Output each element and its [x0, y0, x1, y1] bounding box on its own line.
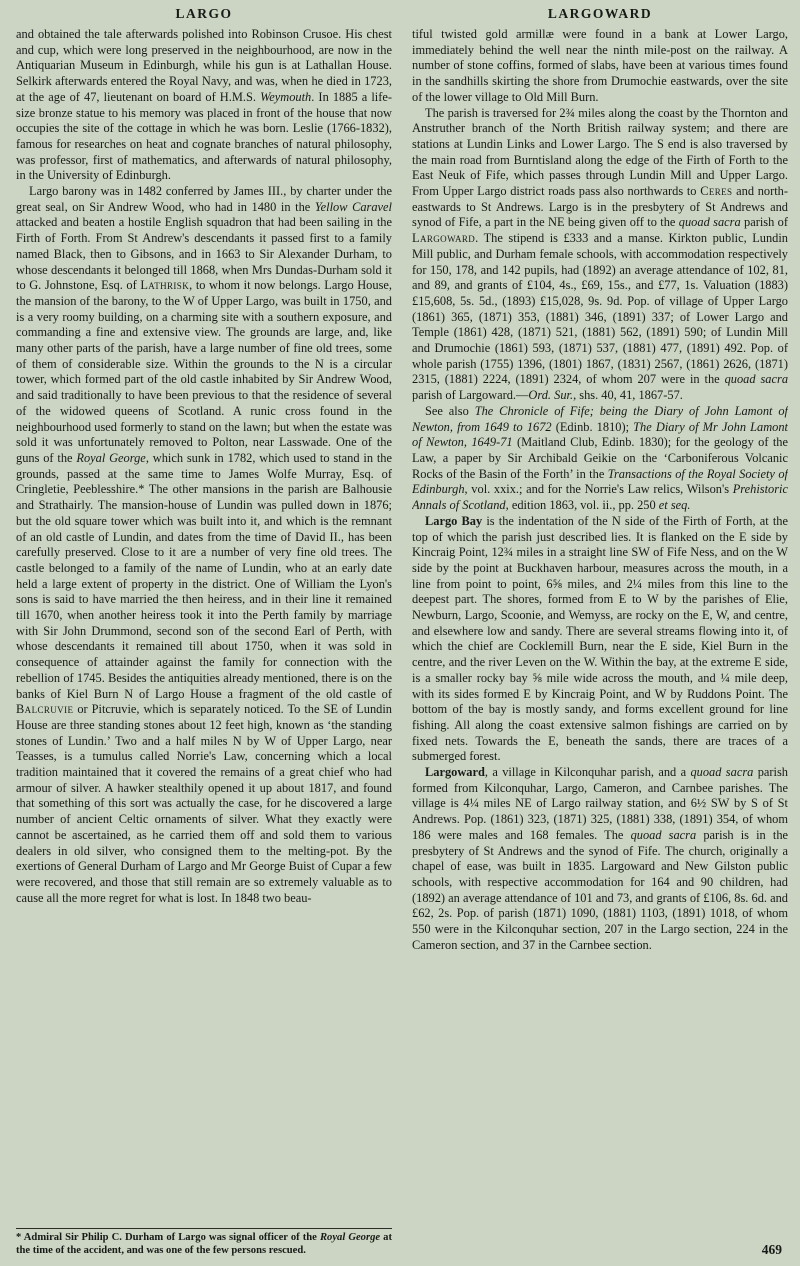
text-run: Largo barony was in 1482 conferred by James III., by charter under the great seal, on Sir Andrew Wood, who had in 1480 in the	[16, 184, 392, 214]
text-run: at the time of the accident, and was one of the few persons rescued.	[16, 1232, 392, 1257]
footnote	[16, 1224, 392, 1258]
text-run: quoad sacra	[630, 827, 697, 842]
text-run: (Maitland Club, Edinb. 1830); for the geology of the Law, a paper by Sir Archibald Geikie on the ‘Carboniferous Volcanic Rocks of the Basin of the Forth’ in the	[412, 435, 788, 481]
left-column-text	[16, 27, 392, 906]
text-run: . In 1885 a life-size bronze statue to his memory was placed in front of the house that now occupies the site of the cottage in which he was born. Leslie (1766-1832), famous for researches on heat and cognate branches of natural philosophy, was professor, first of mathematics, and afterwards of natural philosophy, in the University of Edinburgh.	[16, 89, 392, 183]
footnote-rule	[16, 1228, 392, 1229]
text-run: Largoward	[425, 765, 485, 780]
text-run: parish of Largoward.—	[412, 388, 529, 403]
left-column-header: LARGO	[175, 6, 233, 21]
paragraph	[412, 106, 788, 404]
text-run: , which sunk in 1782, which used to stand in the grounds, passed at the same time to James Wolfe Murray, Esq. of Cringletie, Peeblesshire.* The other mansions in the parish are Balhousie and Strathairly. The mansion-house of Lundin was pulled down in 1876; but the old square tower which was built into it, and which is the remnant of an old castle of Lundin, and dates from the time of David II., has been carefully preserved. Close to it are a number of very fine old trees. The castle belonged to a family of the name of Lundin, who at an early date held a large extent of property in the district. One of William the Lyon's sons is said to have married the then heiress, and in their line it remained till 1670, when another heiress took it into the Perth family by marriage with Sir John Drummond, second son of the second Earl of Perth, with whose descendants it remained till about 1750, when it was sold in consequence of attainder against the family for connection with the rebellion of 1745. Besides the antiquities already mentioned, there is on the banks of Kiel Burn N of Largo House a fragment of the old castle of	[16, 450, 392, 701]
text-run: The parish is traversed for 2¾ miles along the coast by the Thornton and Anstruther branch of the North British railway system; and there are stations at Lundin Links and Lower Largo. The S end is also traversed by the main road from Burntisland along the edge of the Firth of Forth to the East Neuk of Fife, which passes through Lundin Mill and Upper Largo. From Upper Largo district roads pass also northwards to	[412, 105, 788, 199]
text-run: , a village in Kilconquhar parish, and a	[484, 765, 691, 780]
text-run: , edition 1863, vol. ii., pp. 250	[505, 498, 659, 513]
paragraph	[412, 514, 788, 765]
left-column	[16, 6, 392, 1258]
text-run: . The stipend is £333 and a manse. Kirkton public, Lundin Mill public, and Durham female schools, with accommodation respectively for 150, 178, and 142 pupils, had (1892) an average attendance of 102, 81, and 89, and grants of £104, 4s., £69, 15s., and £77, 1s. Valuation (1883) £15,608, 5s. 5d., (1893) £15,028, 9s. 9d. Pop. of village of Upper Largo (1861) 365, (1871) 353, (1881) 346, (1891) 337; of Lower Largo and Temple (1861) 428, (1871) 521, (1881) 562, (1891) 590; of Lundin Mill and Drumochie (1861) 593, (1871) 537, (1881) 477, (1891) 492. Pop. of whole parish (1755) 1396, (1801) 1867, (1831) 2567, (1861) 2626, (1871) 2315, (1881) 2224, (1891) 2324, of whom 207 were in the	[412, 231, 788, 387]
text-run: et seq.	[658, 498, 691, 513]
text-run: * Admiral Sir Philip C. Durham of Largo was signal officer of the	[16, 1232, 320, 1244]
text-run: tiful twisted gold armillæ were found in a bank at Lower Largo, immediately behind the well near the ninth mile-post on the railway. A number of stone coffins, formed of slabs, have been at various times found in the sandhills skirting the shore from Drumochie eastwards, over the site of the lower village to Old Mill Burn.	[412, 27, 788, 104]
text-run: Balcruvie	[16, 702, 74, 717]
text-run: and obtained the tale afterwards polished into Robinson Crusoe. His chest and cup, which were long preserved in the neighbourhood, are now in the Antiquarian Museum in Edinburgh, while his gun is at Lathallan House. Selkirk afterwards entered the Royal Navy, and was, when he died in 1723, at the age of 47, lieutenant on board of H.M.S.	[16, 27, 392, 104]
text-run: The Diary of Mr John Lamont of Newton, 1649-71	[412, 419, 788, 450]
text-run: , shs. 40, 41, 1867-57.	[573, 388, 683, 403]
text-run: , to whom it now belongs. Largo House, the mansion of the barony, to the W of Upper Largo, was built in 1750, and is a very roomy building, on a charming site with a southern exposure, and commanding a fine and extensive view. The grounds are large, and, like many other parts of the parish, have a large number of fine old trees, some of them of considerable size. Within the grounds to the N is a circular tower, which formed part of the old castle inhabited by Sir Andrew Wood, and said traditionally to have been previous to that the residence of several of the widowed queens of Scotland. A runic cross found in the neighbourhood used formerly to stand on the lawn; but when the estate was sold it was unfortunately removed to Polton, near Lasswade. One of the guns of the	[16, 278, 392, 465]
text-run: The Chronicle of Fife; being the Diary of John Lamont of Newton, from 1649 to 1672	[412, 403, 788, 434]
right-column-header: LARGOWARD	[547, 6, 653, 21]
paragraph	[412, 404, 788, 514]
text-run: Largoward	[412, 231, 476, 246]
right-column	[412, 6, 788, 1258]
text-run: (Edinb. 1810);	[551, 419, 634, 434]
text-run: is the indentation of the N side of the Firth of Forth, at the top of which the parish just described lies. It is flanked on the E side by Kincraig Point, 12¾ miles in a straight line SW of Fife Ness, and on the W side by the point at Buckhaven harbour, measures across the mouth, in a line from point to point, 6⅝ miles, and 2¼ miles from this line to the deepest part. The shores, formed from E to W by the parishes of Elie, Newburn, Largo, Scoonie, and Wemyss, are rocky on the E, W, and centre, and elsewhere low and sandy. There are several streams flowing into it, of which the chief are Cocklemill Burn, near the E side, Kiel Burn in the centre, and the river Leven on the W. Within the bay, at the extreme E side, is a smaller rocky bay ⅝ mile wide across the mouth, and ¼ mile deep, with its sides formed E by Kincraig Point, and W by Ruddons Point. The bottom of the bay is mostly sandy, and forms excellent ground for line fishing. All along the coast extensive salmon fishings are carried on by fixed nets. Towards the E, beneath the sands, there are traces of a submerged forest.	[412, 513, 788, 764]
text-run: Lathrisk	[140, 278, 190, 293]
paragraph	[16, 1232, 392, 1258]
text-run: Largo Bay	[425, 513, 483, 528]
text-run: Weymouth	[260, 89, 312, 104]
text-run: quoad sacra	[678, 215, 741, 230]
text-run: Ceres	[700, 184, 733, 199]
text-run: Royal George	[319, 1232, 381, 1244]
text-run: Yellow Caravel	[314, 199, 392, 214]
paragraph	[412, 27, 788, 106]
paragraph	[16, 184, 392, 906]
text-run: Royal George	[76, 450, 146, 465]
text-run: and north-eastwards to St Andrews. Largo is in the presbytery of St Andrews and synod of Fife, a part in the NE being given off to the	[412, 184, 788, 230]
text-run: , vol. xxix.; and for the Norrie's Law relics, Wilson's	[464, 482, 733, 497]
paragraph	[16, 27, 392, 184]
text-run: See also	[425, 403, 475, 418]
text-run: Prehistoric Annals of Scotland	[412, 482, 788, 513]
text-run: quoad sacra	[690, 765, 754, 780]
text-run: Transactions of the Royal Society of Edinburgh	[412, 466, 788, 497]
text-run: Ord. Sur.	[528, 388, 574, 403]
text-run: quoad sacra	[724, 372, 788, 387]
right-column-text	[412, 27, 788, 953]
text-run: parish of	[740, 215, 788, 230]
paragraph	[412, 765, 788, 953]
text-run: attacked and beaten a hostile English squadron that had been sailing in the Firth of Forth. From St Andrew's descendants it passed first to a family named Black, then to Gibsons, and in 1663 to Sir Alexander Durham, to whose descendants it belonged till 1868, when Mrs Dundas-Durham sold it to G. Johnstone, Esq. of	[16, 215, 392, 293]
page-number: 469	[761, 1242, 782, 1257]
text-run: parish is in the presbytery of St Andrews and the synod of Fife. The church, originally a chapel of ease, was built in 1835. Largoward and New Gilston public schools, with respective accommodation for 164 and 90 children, had (1892) an average attendance of 101 and 73, and grants of £106, 8s. 6d. and £62, 2s. Pop. of parish (1871) 1090, (1881) 1103, (1891) 1018, of whom 550 were in the Kilconquhar section, 207 in the Largo section, 224 in the Cameron section, and 37 in the Carnbee section.	[412, 827, 788, 952]
text-run: or Pitcruvie, which is separately noticed. To the SE of Lundin House are three standing stones about 12 feet high, known as ‘the standing stones of Lundin.’ Two and a half miles N by W of Upper Largo, near Teasses, is a tumulus called Norrie's Law, concerning which a local tradition maintained that it covered the remains of a great chief who had armour of silver. A hawker stealthily opened it up about 1817, and found that something of this sort was actually the case, for he discovered a large number of ancient Celtic ornaments of silver. What they exactly were cannot be ascertained, as he carried them off and sold them to various dealers in old silver, who consigned them to the melting-pot. By the exertions of General Durham of Largo and Mr George Buist of Cupar a few were recovered, and those that still remain are so extremely valuable as to cause all the more regret for what is lost. In 1848 two beau-	[16, 702, 392, 905]
footnote-text	[16, 1232, 392, 1258]
text-run: parish formed from Kilconquhar, Largo, Cameron, and Carnbee parishes. The village is 4¼ miles NE of Largo railway station, and 6½ SW by S of St Andrews. Pop. (1861) 323, (1871) 325, (1881) 338, (1891) 354, of whom 186 were males and 168 females. The	[412, 765, 788, 842]
